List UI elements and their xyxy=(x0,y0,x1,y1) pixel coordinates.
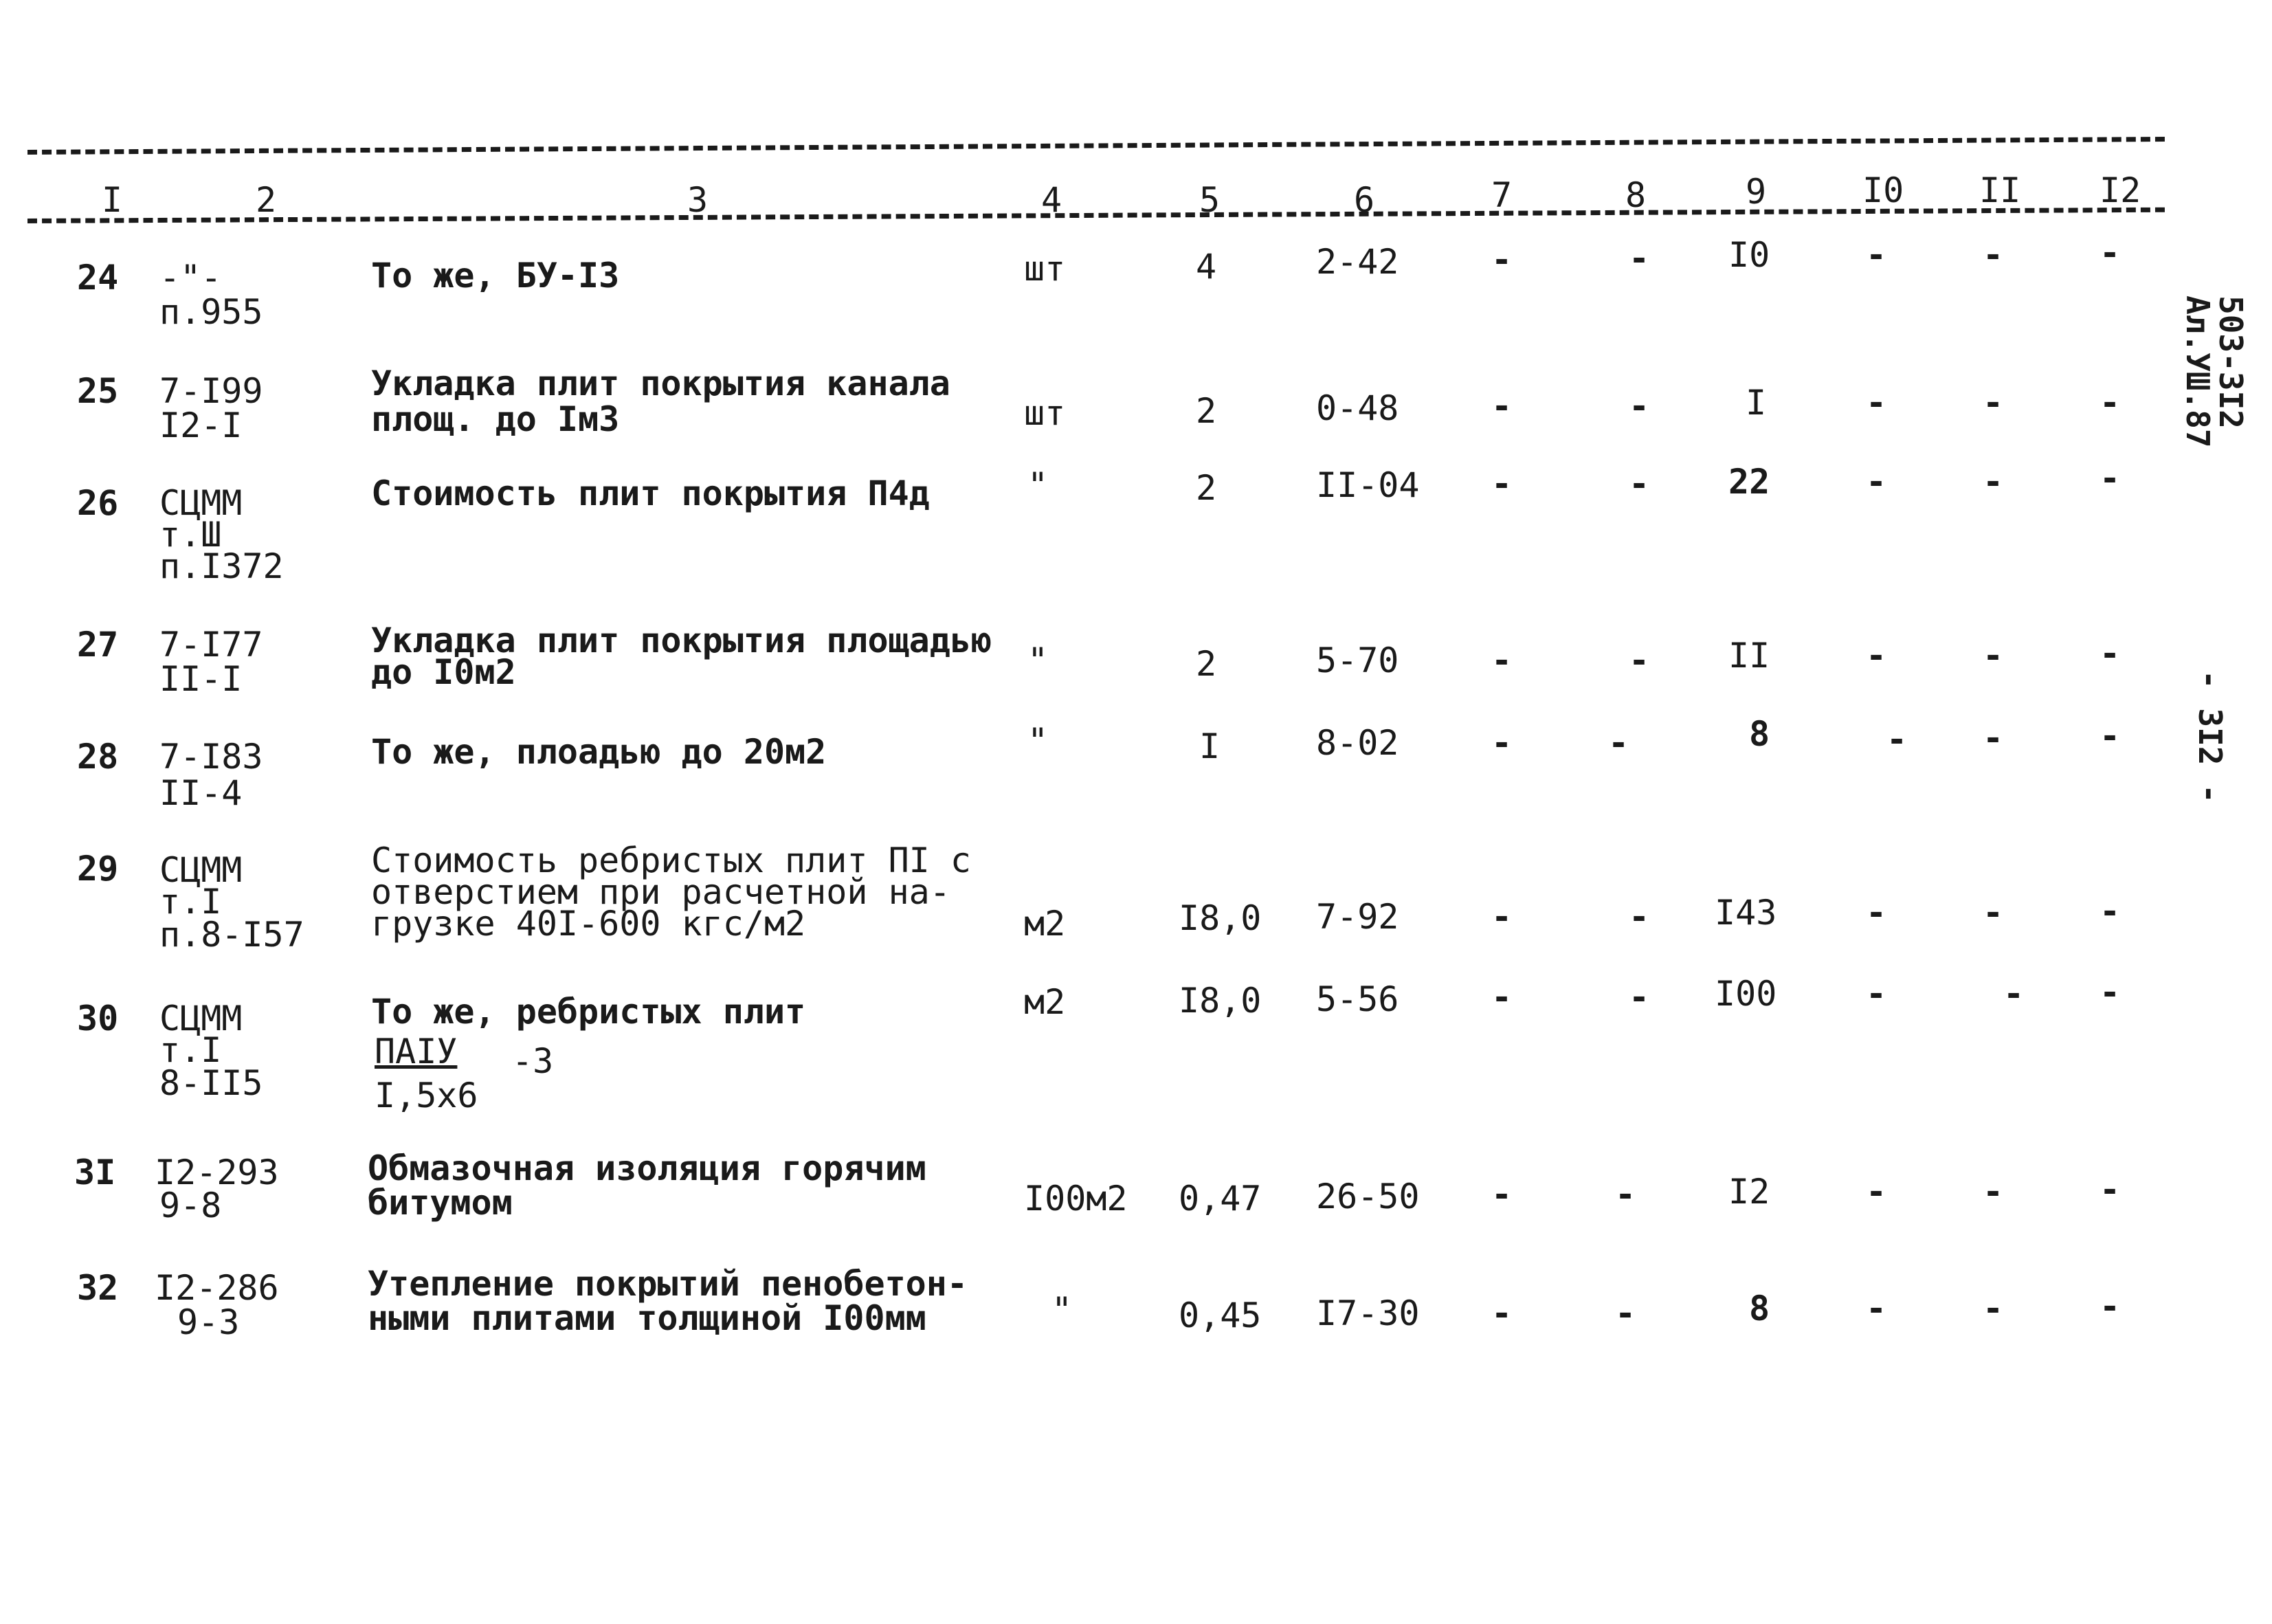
row-31-code-2: 9-8 xyxy=(159,1186,222,1225)
row-26-col12: - xyxy=(2100,458,2121,498)
row-25-unit: шт xyxy=(1024,393,1066,433)
row-24-col11: - xyxy=(1983,235,2004,275)
row-26-col9: 22 xyxy=(1728,462,1770,502)
row-28-col7: - xyxy=(1491,723,1513,763)
row-32-qty: 0,45 xyxy=(1179,1295,1262,1335)
row-25-col10: - xyxy=(1866,383,1887,423)
row-32-unit: " xyxy=(1051,1290,1073,1330)
row-31-unit: I00м2 xyxy=(1024,1179,1128,1219)
row-31-desc-1: Обмазочная изоляция горячим xyxy=(368,1148,926,1188)
row-32-code-2: 9-3 xyxy=(177,1302,240,1342)
row-27-col7: - xyxy=(1491,641,1513,680)
row-30-price: 5-56 xyxy=(1316,979,1399,1019)
row-29-col8: - xyxy=(1629,897,1650,937)
row-24-desc-1: То же, БУ-I3 xyxy=(371,256,620,296)
row-25-col11: - xyxy=(1983,383,2004,423)
row-25-number: 25 xyxy=(77,371,119,411)
row-30-desc-fraction-bottom: I,5x6 xyxy=(375,1076,478,1115)
row-24-code-2: п.955 xyxy=(159,292,263,332)
column-header-7: 7 xyxy=(1491,175,1513,215)
row-32-col12: - xyxy=(2100,1287,2121,1326)
row-30-col7: - xyxy=(1491,977,1513,1017)
row-32-number: 32 xyxy=(77,1268,119,1308)
row-32-col11: - xyxy=(1983,1289,2004,1328)
row-25-code-1: 7-I99 xyxy=(159,371,263,411)
row-31-qty: 0,47 xyxy=(1179,1179,1262,1219)
row-26-col11: - xyxy=(1983,462,2004,502)
column-header-6: 6 xyxy=(1354,180,1375,220)
row-26-code-1: СЦММ xyxy=(159,483,243,523)
row-28-desc-1: То же, плоадью до 20м2 xyxy=(371,732,827,772)
row-29-col10: - xyxy=(1866,893,1887,933)
row-32-desc-1: Утепление покрытий пенобетон- xyxy=(368,1264,968,1304)
row-29-unit: м2 xyxy=(1024,904,1066,944)
row-30-desc-fraction-top: ПАIУ xyxy=(375,1032,458,1071)
row-30-code-3: 8-II5 xyxy=(159,1063,263,1103)
row-25-col9: I xyxy=(1746,383,1767,423)
row-30-col10: - xyxy=(1866,974,1887,1014)
row-30-unit: м2 xyxy=(1024,982,1066,1022)
column-header-12: I2 xyxy=(2100,170,2141,210)
row-25-col12: - xyxy=(2100,383,2121,423)
row-30-col12: - xyxy=(2100,972,2121,1012)
row-31-col12: - xyxy=(2100,1170,2121,1210)
row-25-desc-2: площ. до IмЗ xyxy=(371,399,620,439)
row-30-number: 30 xyxy=(77,999,119,1038)
row-28-code-1: 7-I83 xyxy=(159,737,263,777)
row-24-number: 24 xyxy=(77,258,119,298)
row-26-code-3: п.I372 xyxy=(159,546,284,586)
row-32-col8: - xyxy=(1615,1293,1636,1333)
row-26-col10: - xyxy=(1866,462,1887,502)
row-30-code-1: СЦММ xyxy=(159,999,243,1038)
row-26-qty: 2 xyxy=(1196,468,1217,508)
row-24-qty: 4 xyxy=(1196,247,1217,287)
row-29-desc-1: Стоимость ребристых плит ПI с xyxy=(371,841,971,880)
column-header-9: 9 xyxy=(1746,172,1767,212)
row-32-desc-2: ными плитами толщиной I00мм xyxy=(368,1298,926,1338)
row-24-price: 2-42 xyxy=(1316,242,1399,282)
row-27-qty: 2 xyxy=(1196,644,1217,684)
row-25-col7: - xyxy=(1491,386,1513,426)
row-28-col11: - xyxy=(1983,718,2004,758)
header-bottom-rule xyxy=(27,208,2165,223)
row-25-price: 0-48 xyxy=(1316,388,1399,428)
row-27-col11: - xyxy=(1983,636,2004,676)
row-24-col7: - xyxy=(1491,240,1513,280)
document-code-line-1: 503-3I2 xyxy=(2212,296,2249,429)
row-27-col12: - xyxy=(2100,634,2121,674)
row-29-col7: - xyxy=(1491,897,1513,937)
row-31-desc-2: битумом xyxy=(368,1183,513,1223)
document-code-line-2: Ал.УШ.87 xyxy=(2179,296,2216,448)
row-30-qty: I8,0 xyxy=(1179,981,1262,1021)
row-28-col9: 8 xyxy=(1749,714,1770,754)
row-30-desc-suffix: -3 xyxy=(512,1041,554,1081)
row-27-code-2: II-I xyxy=(159,659,243,699)
row-25-qty: 2 xyxy=(1196,391,1217,431)
row-29-col9: I43 xyxy=(1715,893,1777,933)
row-27-col10: - xyxy=(1866,636,1887,676)
row-29-desc-3: грузке 40I-600 кгс/м2 xyxy=(371,904,806,944)
row-32-col9: 8 xyxy=(1749,1289,1770,1328)
column-header-10: I0 xyxy=(1862,170,1904,210)
row-28-number: 28 xyxy=(77,737,119,777)
row-25-col8: - xyxy=(1629,386,1650,426)
row-29-code-3: п.8-I57 xyxy=(159,915,304,955)
row-31-col11: - xyxy=(1983,1172,2004,1212)
row-31-code-1: I2-293 xyxy=(155,1153,279,1192)
column-header-1: I xyxy=(102,180,123,220)
row-24-col8: - xyxy=(1629,238,1650,278)
row-32-col10: - xyxy=(1866,1289,1887,1328)
row-26-desc-1: Стоимость плит покрытия П4д xyxy=(371,474,930,513)
row-26-unit: " xyxy=(1027,465,1049,505)
row-26-code-2: т.Ш xyxy=(159,515,222,555)
row-29-col11: - xyxy=(1983,893,2004,933)
row-27-number: 27 xyxy=(77,625,119,665)
row-29-col12: - xyxy=(2100,891,2121,931)
row-29-code-1: СЦММ xyxy=(159,850,243,890)
row-31-col10: - xyxy=(1866,1172,1887,1212)
row-31-col8: - xyxy=(1615,1175,1636,1214)
row-26-price: II-04 xyxy=(1316,465,1420,505)
header-top-rule xyxy=(27,137,2165,155)
row-26-number: 26 xyxy=(77,483,119,523)
row-24-col10: - xyxy=(1866,235,1887,275)
row-31-col9: I2 xyxy=(1728,1172,1770,1212)
row-26-col8: - xyxy=(1629,464,1650,504)
row-25-desc-1: Укладка плит покрытия канала xyxy=(371,364,950,403)
row-28-col12: - xyxy=(2100,716,2121,756)
row-29-number: 29 xyxy=(77,849,119,889)
row-27-col9: II xyxy=(1728,636,1770,676)
row-27-desc-2: до I0м2 xyxy=(371,652,516,692)
row-30-code-2: т.I xyxy=(159,1030,222,1070)
row-28-col8: - xyxy=(1608,723,1629,763)
row-27-desc-1: Укладка плит покрытия площадью xyxy=(371,621,992,660)
row-27-price: 5-70 xyxy=(1316,641,1399,680)
row-29-price: 7-92 xyxy=(1316,897,1399,937)
row-32-code-1: I2-286 xyxy=(155,1268,279,1308)
row-28-code-2: II-4 xyxy=(159,773,243,813)
row-27-code-1: 7-I77 xyxy=(159,625,263,665)
column-header-5: 5 xyxy=(1199,180,1221,220)
row-25-code-2: I2-I xyxy=(159,405,243,445)
row-29-desc-2: отверстием при расчетной на- xyxy=(371,872,950,912)
row-24-code-1: -"- xyxy=(159,258,222,298)
page-number: - 3I2 - xyxy=(2192,670,2229,803)
row-27-col8: - xyxy=(1629,641,1650,680)
row-31-price: 26-50 xyxy=(1316,1177,1420,1216)
row-27-unit: " xyxy=(1027,641,1049,680)
row-31-col7: - xyxy=(1491,1175,1513,1214)
row-26-col7: - xyxy=(1491,464,1513,504)
row-24-unit: шт xyxy=(1024,249,1066,289)
row-29-qty: I8,0 xyxy=(1179,898,1262,938)
row-24-col9: I0 xyxy=(1728,235,1770,275)
row-24-col12: - xyxy=(2100,233,2121,273)
column-header-3: 3 xyxy=(687,180,709,220)
column-header-4: 4 xyxy=(1041,180,1062,220)
row-28-qty: I xyxy=(1199,726,1221,766)
row-28-col10: - xyxy=(1886,720,1908,759)
column-header-11: II xyxy=(1979,170,2021,210)
row-30-col8: - xyxy=(1629,977,1650,1017)
column-header-2: 2 xyxy=(256,180,277,220)
row-28-price: 8-02 xyxy=(1316,723,1399,763)
row-31-number: 3I xyxy=(74,1153,116,1192)
column-header-8: 8 xyxy=(1625,175,1647,215)
row-30-col11: - xyxy=(2003,974,2025,1014)
row-30-col9: I00 xyxy=(1715,974,1777,1014)
row-32-price: I7-30 xyxy=(1316,1293,1420,1333)
row-29-code-2: т.I xyxy=(159,882,222,922)
row-32-col7: - xyxy=(1491,1293,1513,1333)
row-28-unit: " xyxy=(1027,721,1049,761)
row-30-desc-1: То же, ребристых плит xyxy=(371,992,806,1032)
